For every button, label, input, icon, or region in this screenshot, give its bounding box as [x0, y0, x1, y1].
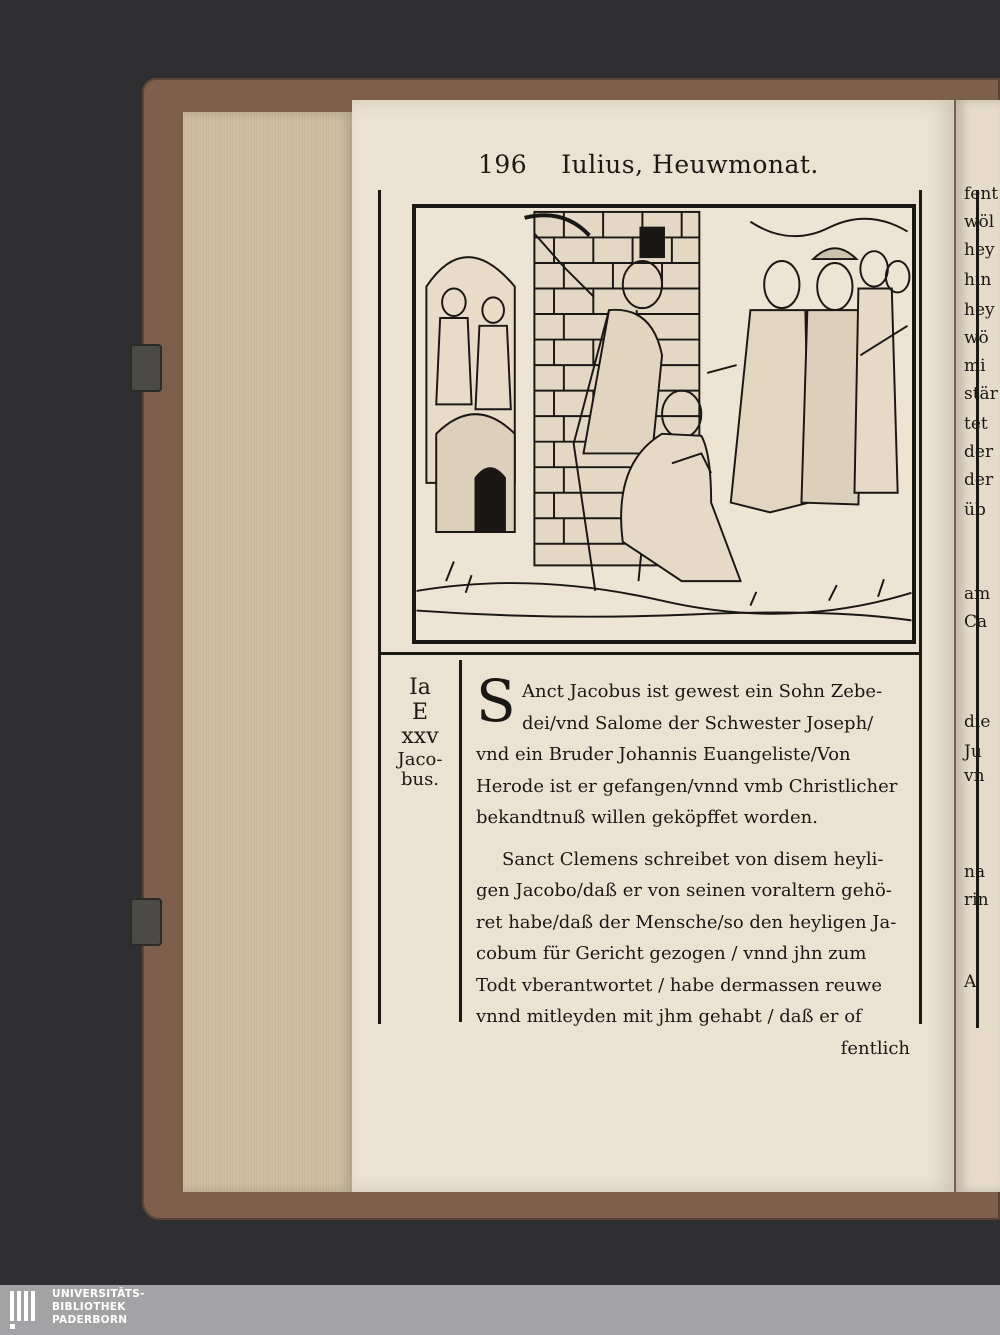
- facing-page-line: na: [964, 862, 986, 882]
- text-line: vnnd mitleyden mit jhm gehabt / daß er of: [476, 1006, 862, 1027]
- upper-clasp: [130, 344, 162, 392]
- text-line: vnd ein Bruder Johannis Euangeliste/Von: [476, 744, 851, 765]
- footer-bar: [0, 1285, 1000, 1335]
- facing-page-line: rin: [964, 890, 989, 910]
- facing-page-line: tet: [964, 414, 988, 434]
- facing-page-line: die: [964, 712, 991, 732]
- paragraph-2: [476, 844, 916, 1065]
- running-head-title: Iulius, Heuwmonat.: [561, 150, 819, 179]
- facing-page-line: A: [964, 972, 977, 992]
- facing-page-line: hey: [964, 300, 995, 320]
- text-line: gen Jacobo/daß er von seinen voraltern gehö-: [476, 880, 892, 901]
- logo-line: UNIVERSITÄTS-: [52, 1288, 145, 1300]
- facing-page-line: Ju: [964, 742, 982, 762]
- margin-note-line: xxv: [401, 724, 439, 750]
- text-line: bekandtnuß willen geköpffet worden.: [476, 807, 818, 828]
- library-logo-text: [52, 1288, 145, 1327]
- facing-page-line: üb: [964, 500, 986, 520]
- logo-line: BIBLIOTHEK: [52, 1301, 126, 1313]
- facing-page-line: wöl: [964, 212, 995, 232]
- lower-clasp: [130, 898, 162, 946]
- text-line: Herode ist er gefangen/vnnd vmb Christlicher: [476, 775, 898, 797]
- margin-note-line: bus.: [400, 769, 440, 791]
- text-line: Todt vberantwortet / habe dermassen reuwe: [476, 974, 883, 996]
- facing-page-line: Ca: [964, 612, 988, 632]
- beheading-scene: [416, 208, 912, 640]
- text-line: Sanct Clemens schreibet von disem heyli-: [502, 848, 884, 870]
- margin-note: [385, 676, 455, 790]
- outer-right-rule: [919, 190, 922, 1024]
- facing-page-line: am: [964, 584, 991, 604]
- text-line: cobum für Gericht gezogen / vnnd jhn zum: [476, 943, 867, 964]
- paragraph-1: [476, 676, 916, 834]
- woodcut-bottom-rule: [378, 652, 922, 655]
- margin-note-line: Ia: [409, 675, 431, 700]
- outer-left-rule: [378, 190, 381, 1024]
- facing-page-line: fent: [964, 184, 999, 204]
- margin-note-line: E: [411, 699, 429, 725]
- library-logo-icon: [8, 1289, 44, 1331]
- facing-page-line: mi: [964, 356, 986, 376]
- drop-cap-initial: S: [476, 667, 516, 735]
- facing-page-line: der: [964, 470, 994, 490]
- folio-number: 196: [478, 150, 528, 179]
- margin-note-line: Jaco-: [397, 748, 443, 770]
- logo-line: PADERBORN: [52, 1314, 128, 1326]
- catchword: fentlich: [840, 1037, 910, 1059]
- running-header: [478, 150, 819, 179]
- facing-page-line: der: [964, 442, 994, 462]
- woodcut-illustration: [412, 204, 916, 644]
- facing-page-line: wö: [964, 328, 989, 348]
- text-line: dei/vnd Salome der Schwester Joseph/: [522, 712, 874, 734]
- facing-page-line: hin: [964, 270, 992, 290]
- text-line: ret habe/daß der Mensche/so den heyligen Ja-: [476, 911, 897, 933]
- facing-page-line: hey: [964, 240, 995, 260]
- body-text: [476, 676, 916, 1064]
- text-line: Anct Jacobus ist gewest ein Sohn Zebe-: [522, 681, 883, 702]
- facing-page-line: stär: [964, 384, 998, 404]
- facing-page-line: vn: [964, 766, 985, 786]
- page-edges: [183, 112, 353, 1192]
- margin-divider-rule: [459, 660, 462, 1022]
